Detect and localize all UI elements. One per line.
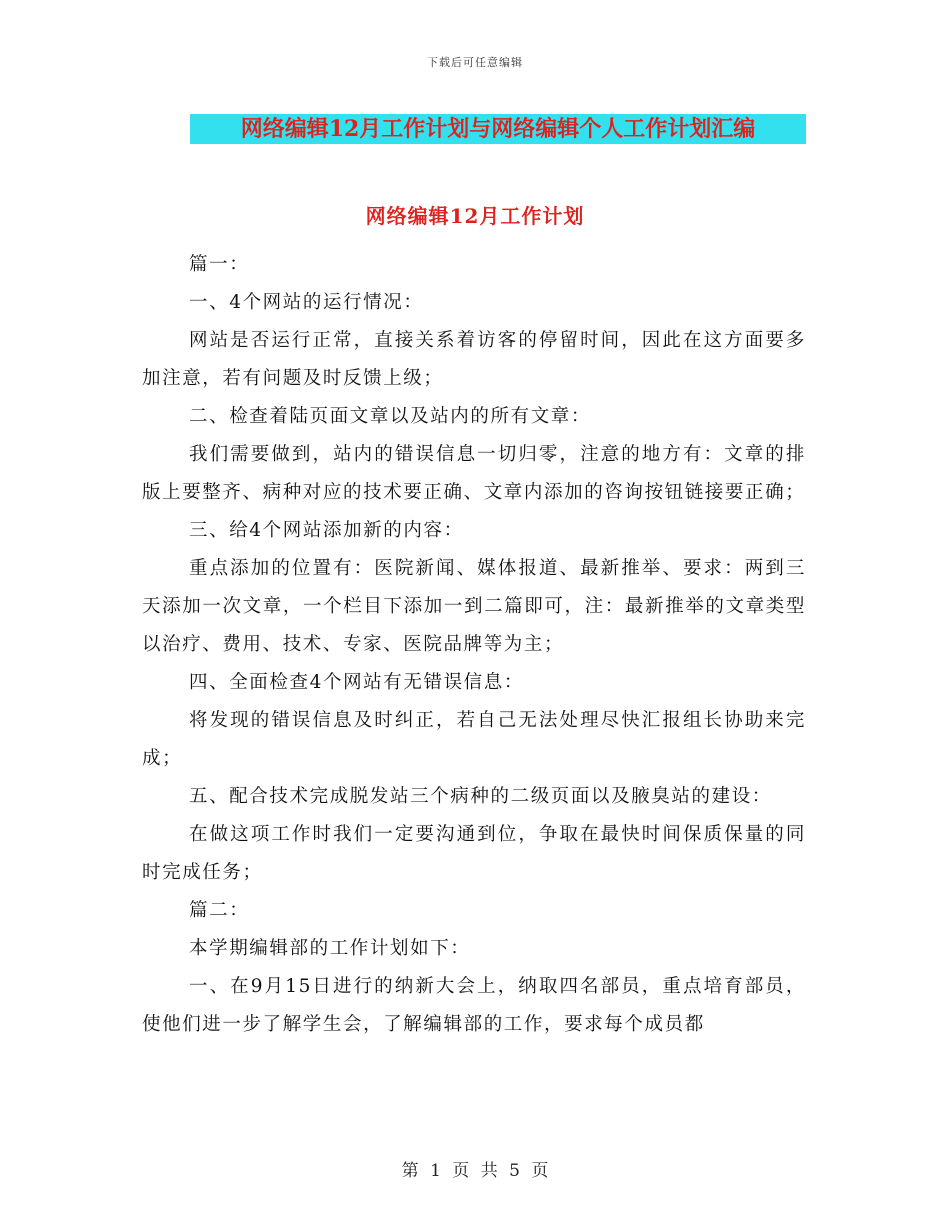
paragraph: 篇一： <box>189 254 250 275</box>
document-title: 网络编辑12月工作计划与网络编辑个人工作计划汇编 <box>190 114 806 144</box>
page-footer: 第 1 页 共 5 页 <box>401 1161 549 1181</box>
paragraph: 重点添加的位置有：医院新闻、媒体报道、最新推举、要求：两到三天添加一次文章，一个栏目下添加一到二篇即可，注：最新推举的文章类型以治疗、费用、技术、专家、医院品牌等为主； <box>142 558 806 655</box>
paragraph: 网站是否运行正常，直接关系着访客的停留时间，因此在这方面要多加注意，若有问题及时反馈上级； <box>142 330 806 389</box>
paragraph: 一、在9月15日进行的纳新大会上，纳取四名部员，重点培育部员，使他们进一步了解学生会，了解编辑部的工作，要求每个成员都 <box>142 976 806 1035</box>
paragraph: 在做这项工作时我们一定要沟通到位，争取在最快时间保质保量的同时完成任务； <box>142 824 806 883</box>
paragraph: 一、4个网站的运行情况： <box>189 292 424 313</box>
paragraph: 五、配合技术完成脱发站三个病种的二级页面以及腋臭站的建设： <box>189 786 772 807</box>
paragraph: 本学期编辑部的工作计划如下： <box>189 938 471 959</box>
document-body <box>142 246 806 1044</box>
paragraph: 三、给4个网站添加新的内容： <box>189 520 464 541</box>
paragraph: 二、检查着陆页面文章以及站内的所有文章： <box>189 406 592 427</box>
section-title: 网络编辑12月工作计划 <box>365 204 585 228</box>
paragraph: 我们需要做到，站内的错误信息一切归零，注意的地方有：文章的排版上要整齐、病种对应的技术要正确、文章内添加的咨询按钮链接要正确； <box>142 444 806 503</box>
header-note: 下载后可任意编辑 <box>427 56 523 69</box>
paragraph: 将发现的错误信息及时纠正，若自己无法处理尽快汇报组长协助来完成； <box>142 710 806 769</box>
paragraph: 四、全面检查4个网站有无错误信息： <box>189 672 524 693</box>
paragraph: 篇二： <box>189 900 250 921</box>
